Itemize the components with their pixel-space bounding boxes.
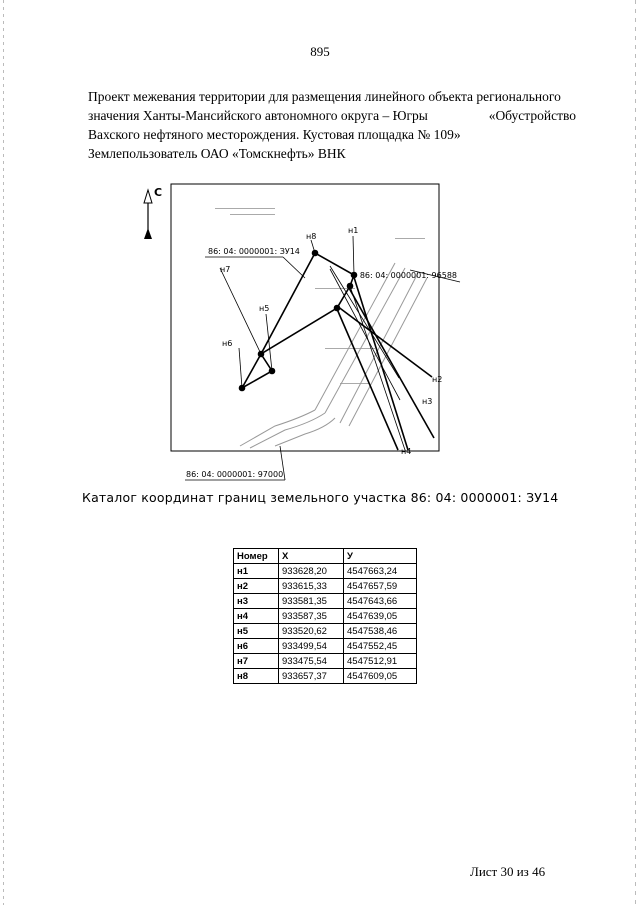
- title-line-3: Вахского нефтяного месторождения. Кустовая площадка № 109»: [88, 127, 461, 142]
- row-x-value: 933657,37: [279, 669, 344, 684]
- row-x-value: 933520,62: [279, 624, 344, 639]
- point-label-n6: н6: [222, 339, 233, 348]
- page-number: 895: [310, 44, 330, 59]
- header-x: X: [279, 549, 344, 564]
- row-x-value: 933475,54: [279, 654, 344, 669]
- point-label-n3: н3: [422, 397, 433, 406]
- north-label: С: [154, 186, 163, 199]
- map-drawing: [135, 178, 465, 483]
- table-row: [234, 639, 417, 654]
- scan-edge-right: [635, 0, 636, 905]
- row-y-value: 4547643,66: [344, 594, 417, 609]
- parcel-cadastral-label: 86: 04: 0000001: ЗУ14: [208, 247, 300, 256]
- table-row: [234, 624, 417, 639]
- row-x-value: 933628,20: [279, 564, 344, 579]
- row-point-name: н5: [234, 624, 279, 639]
- row-y-value: 4547609,05: [344, 669, 417, 684]
- table-row: [234, 579, 417, 594]
- title-line-2: [88, 106, 576, 125]
- row-y-value: 4547639,05: [344, 609, 417, 624]
- north-arrow-icon: [144, 190, 152, 239]
- neighbor-cadastral-label-bottom: 86: 04: 0000001: 97000: [186, 470, 284, 479]
- row-y-value: 4547512,91: [344, 654, 417, 669]
- land-user-line: Землепользователь ОАО «Томскнефть» ВНК: [88, 146, 346, 161]
- row-y-value: 4547663,24: [344, 564, 417, 579]
- scan-edge-left: [3, 0, 4, 905]
- row-y-value: 4547552,45: [344, 639, 417, 654]
- title-line-2-part-b: «Обустройство: [488, 108, 576, 123]
- neighbor-cadastral-label-right: 86: 04: 0000001: 96588: [359, 271, 457, 280]
- document-title: [88, 87, 576, 163]
- row-point-name: н3: [234, 594, 279, 609]
- row-y-value: 4547538,46: [344, 624, 417, 639]
- map-frame: [171, 184, 439, 451]
- map-texture: [215, 208, 425, 384]
- point-label-n1: н1: [348, 226, 359, 235]
- table-row: [234, 609, 417, 624]
- point-label-n7: н7: [220, 265, 231, 274]
- cadastral-map: [135, 178, 465, 483]
- point-label-n4: н4: [401, 447, 412, 456]
- title-line-2-part-a: значения Ханты-Мансийского автономного округа – Югры: [88, 108, 428, 123]
- row-x-value: 933615,33: [279, 579, 344, 594]
- point-label-n8: н8: [306, 232, 317, 241]
- row-point-name: н2: [234, 579, 279, 594]
- row-point-name: н6: [234, 639, 279, 654]
- table-row: [234, 654, 417, 669]
- point-label-n5: н5: [259, 304, 270, 313]
- header-y: У: [344, 549, 417, 564]
- row-point-name: н7: [234, 654, 279, 669]
- row-y-value: 4547657,59: [344, 579, 417, 594]
- parcel-boundary: [242, 253, 354, 388]
- table-row: [234, 564, 417, 579]
- row-point-name: н4: [234, 609, 279, 624]
- point-label-n2: н2: [432, 375, 443, 384]
- table-row: [234, 669, 417, 684]
- row-point-name: н1: [234, 564, 279, 579]
- title-line-1: Проект межевания территории для размещения линейного объекта регионального: [88, 89, 561, 104]
- row-x-value: 933587,35: [279, 609, 344, 624]
- row-point-name: н8: [234, 669, 279, 684]
- table-row: [234, 594, 417, 609]
- row-x-value: 933499,54: [279, 639, 344, 654]
- row-x-value: 933581,35: [279, 594, 344, 609]
- header-number: Номер: [234, 549, 279, 564]
- table-header-row: [234, 549, 417, 564]
- coordinates-table: [233, 548, 417, 684]
- catalog-caption: Каталог координат границ земельного участка 86: 04: 0000001: ЗУ14: [82, 490, 559, 505]
- sheet-counter: Лист 30 из 46: [470, 864, 546, 879]
